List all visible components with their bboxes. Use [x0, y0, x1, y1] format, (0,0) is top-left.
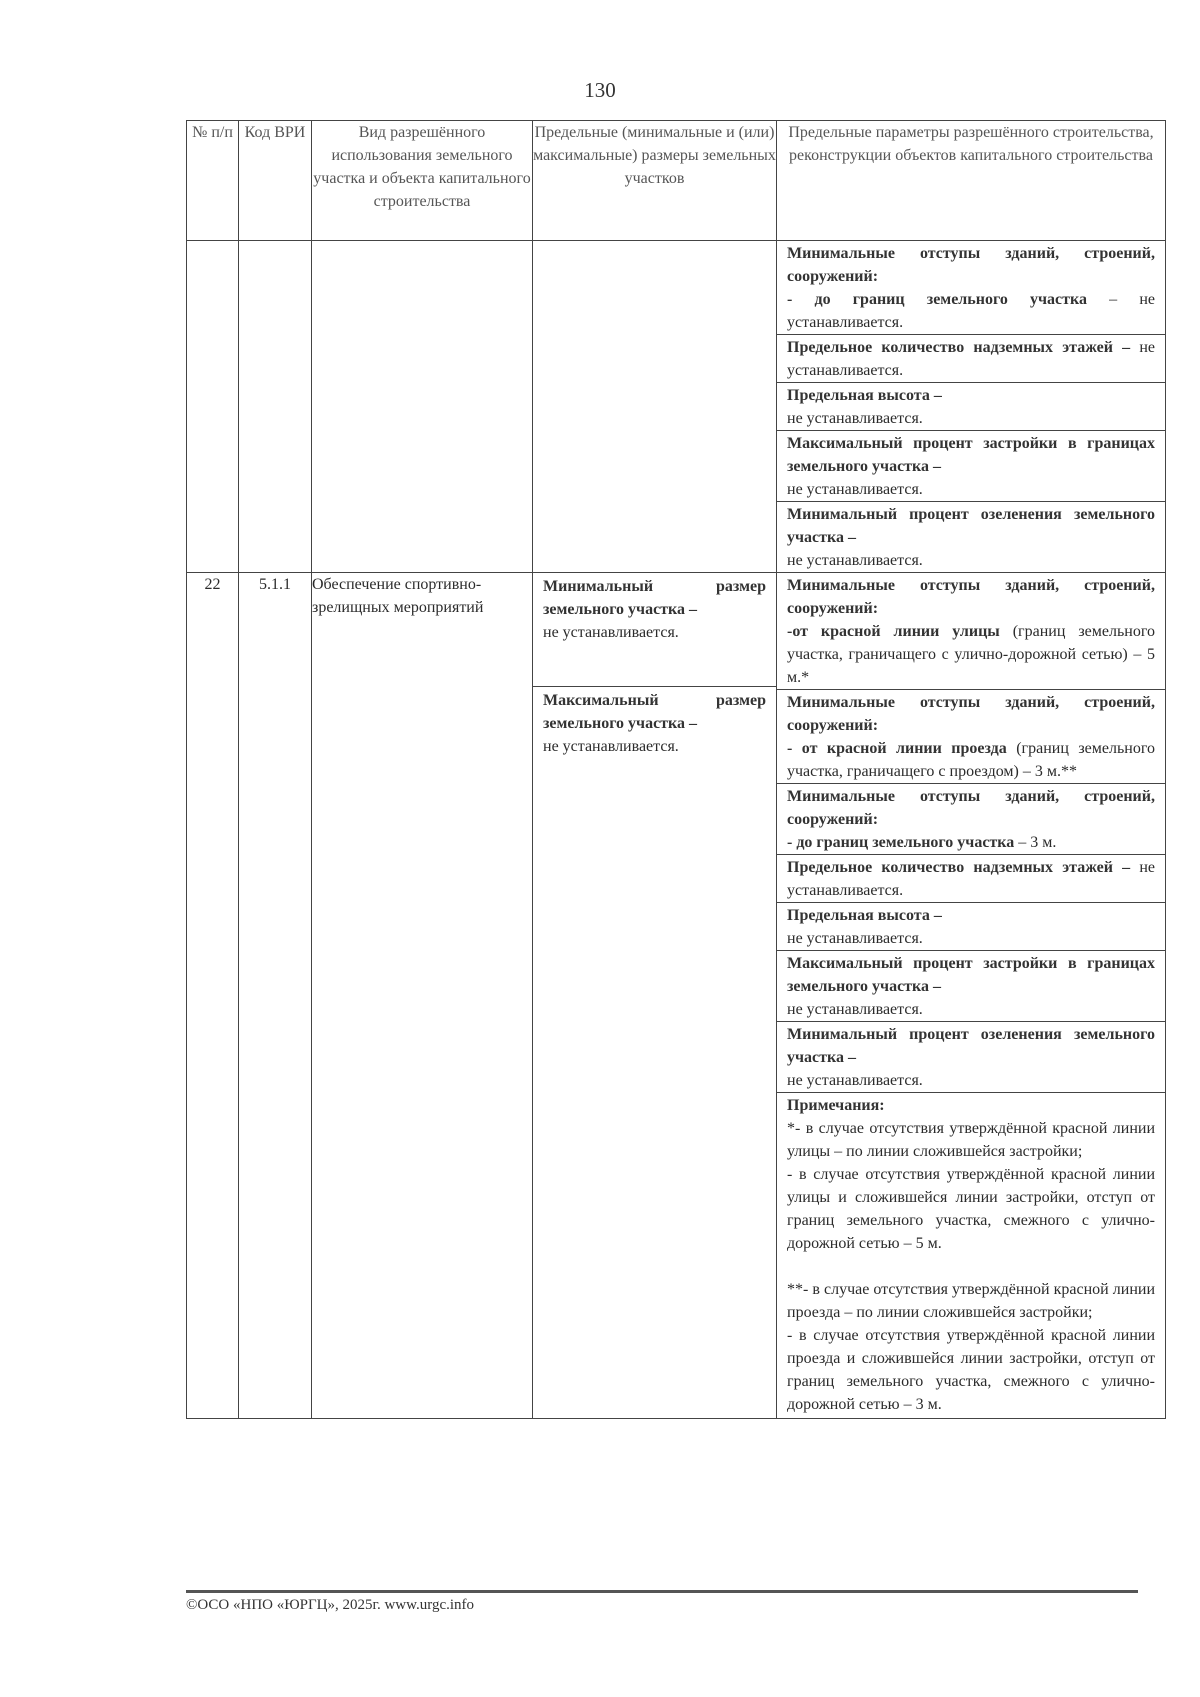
cont-code-cell — [239, 241, 312, 573]
zoning-parameters-table — [186, 120, 1166, 1419]
param-title: Минимальный процент озеленения земельного участка – — [787, 506, 1155, 546]
param-min-setback-borders — [777, 241, 1165, 335]
lot-max-title: Максимальный размер земельного участка – — [543, 692, 766, 732]
note-1: *- в случае отсутствия утверждённой красной линии улицы – по линии сложившейся застройки; — [787, 1120, 1155, 1160]
notes-gap — [787, 1255, 1155, 1278]
param-title: Предельное количество надземных этажей – — [787, 339, 1131, 356]
param-height — [777, 903, 1165, 951]
param-title: Минимальные отступы зданий, строений, сооружений: — [787, 245, 1155, 285]
lot-max-value: не устанавливается. — [543, 738, 679, 755]
param-max-coverage — [777, 951, 1165, 1022]
param-title: Предельная высота – — [787, 387, 942, 404]
param-setback-driveway — [777, 690, 1165, 784]
param-subtitle: - до границ земельного участка — [787, 291, 1087, 308]
cont-num-cell — [187, 241, 239, 573]
row-params-cell — [777, 573, 1166, 1419]
param-value: не устанавливается. — [787, 339, 1155, 379]
param-subtitle: - от красной линии проезда — [787, 740, 1007, 757]
table-row-22 — [187, 573, 1166, 1419]
param-value: (границ земельного участка, граничащего с улично-дорожной сетью) – 5 м.* — [787, 623, 1155, 686]
param-min-greening — [777, 502, 1165, 572]
notes-title: Примечания: — [787, 1097, 885, 1114]
lot-min-size — [533, 573, 776, 687]
param-title: Максимальный процент застройки в границах земельного участка – — [787, 435, 1155, 475]
param-value: – не устанавливается. — [787, 291, 1155, 331]
param-value: (границ земельного участка, граничащего с проездом) – 3 м.** — [787, 740, 1155, 780]
footer-copyright: ©ОСО «НПО «ЮРГЦ», 2025г. www.urgc.info — [186, 1597, 475, 1613]
param-title: Предельная высота – — [787, 907, 942, 924]
header-vri: Вид разрешённого использования земельного участка и объекта капитального строительства — [312, 121, 533, 241]
page-number: 130 — [584, 78, 616, 102]
lot-min-title: Минимальный размер земельного участка – — [543, 578, 766, 618]
row-lot-sizes — [533, 573, 777, 1419]
param-floors — [777, 335, 1165, 383]
param-value: не устанавливается. — [787, 930, 923, 947]
lot-max-size — [533, 687, 776, 758]
param-subtitle: -от красной линии улицы — [787, 623, 1000, 640]
param-title: Минимальные отступы зданий, строений, сооружений: — [787, 694, 1155, 734]
note-2: - в случае отсутствия утверждённой красной линии улицы и сложившейся линии застройки, отступ от границ земельного участка, смежного с улично-дорожной сетью – 5 м. — [787, 1166, 1155, 1252]
param-title: Минимальные отступы зданий, строений, сооружений: — [787, 577, 1155, 617]
lot-min-value: не устанавливается. — [543, 624, 679, 641]
param-setback-street — [777, 573, 1165, 690]
param-value: не устанавливается. — [787, 859, 1155, 899]
param-min-greening — [777, 1022, 1165, 1093]
table-row-continuation — [187, 241, 1166, 573]
notes-block — [777, 1093, 1165, 1418]
note-4: - в случае отсутствия утверждённой красной линии проезда и сложившейся линии застройки, отступ от границ земельного участка, смежного с улично-дорожной сетью – 3 м. — [787, 1327, 1155, 1413]
param-title: Предельное количество надземных этажей – — [787, 859, 1131, 876]
header-num: № п/п — [187, 121, 239, 241]
param-setback-borders — [777, 784, 1165, 855]
param-value: не устанавливается. — [787, 1072, 923, 1089]
row-code: 5.1.1 — [239, 573, 312, 1419]
header-code: Код ВРИ — [239, 121, 312, 241]
param-title: Максимальный процент застройки в границах земельного участка – — [787, 955, 1155, 995]
param-title: Минимальные отступы зданий, строений, сооружений: — [787, 788, 1155, 828]
param-height — [777, 383, 1165, 431]
note-3: **- в случае отсутствия утверждённой красной линии проезда – по линии сложившейся застройки; — [787, 1281, 1155, 1321]
header-sizes: Предельные (минимальные и (или) максимальные) размеры земельных участков — [533, 121, 777, 241]
table-header-row — [187, 121, 1166, 241]
param-value: не устанавливается. — [787, 552, 923, 569]
param-value: – 3 м. — [1014, 834, 1057, 851]
param-title: Минимальный процент озеленения земельного участка – — [787, 1026, 1155, 1066]
cont-params-cell — [777, 241, 1166, 573]
footer-divider — [186, 1590, 1138, 1593]
param-value: не устанавливается. — [787, 481, 923, 498]
param-value: не устанавливается. — [787, 1001, 923, 1018]
param-floors — [777, 855, 1165, 903]
param-value: не устанавливается. — [787, 410, 923, 427]
cont-vri-cell — [312, 241, 533, 573]
param-subtitle: - до границ земельного участка — [787, 834, 1015, 851]
row-num: 22 — [187, 573, 239, 1419]
cont-sizes-cell — [533, 241, 777, 573]
row-vri: Обеспечение спортивно-зрелищных мероприятий — [312, 573, 533, 1419]
param-max-coverage — [777, 431, 1165, 502]
header-params: Предельные параметры разрешённого строительства, реконструкции объектов капитального строительства — [777, 121, 1166, 241]
